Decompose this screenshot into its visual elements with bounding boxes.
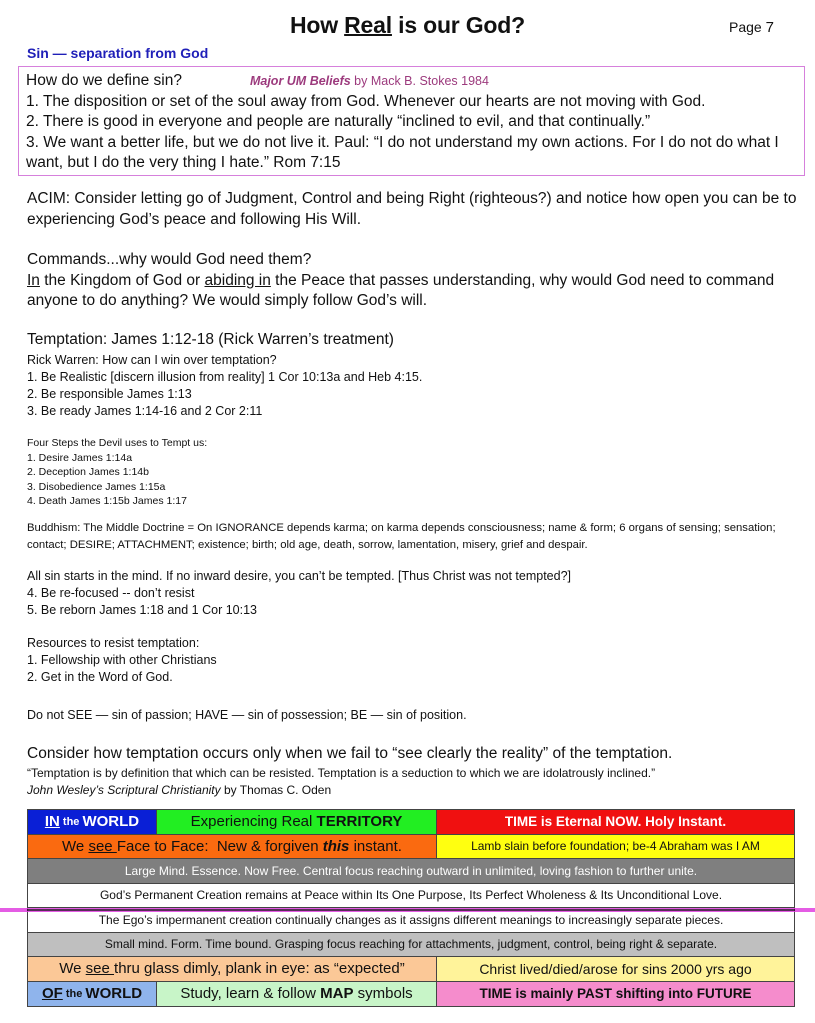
page-title <box>0 12 815 39</box>
cell-text: Study, learn & follow <box>180 985 321 1003</box>
page-label: Page <box>729 19 766 35</box>
lamb-slain-cell: Lamb slain before foundation; be-4 Abraham was I AM <box>437 835 794 859</box>
title-part: is our God? <box>391 12 525 38</box>
temptation-step: 3. Be ready James 1:14-16 and 2 Cor 2:11 <box>27 404 263 418</box>
commands-text: the Kingdom of God or <box>39 271 205 289</box>
the-label: the <box>59 815 83 828</box>
temptation-step: 1. Be Realistic [discern illusion from reality] 1 Cor 10:13a and Heb 4:15. <box>27 370 423 384</box>
table-row <box>28 982 794 1007</box>
resources-section <box>27 635 802 686</box>
commands-text: the Peace that passes understanding, why would God need to command anyone to do anything? We would simply follow God’s will. <box>27 271 775 309</box>
buddhism-paragraph: Buddhism: The Middle Doctrine = On IGNORANCE depends karma; on karma depends consciousness; name & form; 6 organs of sensing; sensation; contact; DESIRE; ATTACHMENT; existence; birth; old age, death, sorrow, lamentation, misery, grief and despair. <box>27 522 776 551</box>
of-label: OF <box>41 985 63 1003</box>
highlight-line <box>0 908 815 912</box>
mind-step: 4. Be re-focused -- don’t resist <box>27 586 195 600</box>
title-underlined-word: Real <box>344 12 392 38</box>
temptation-step: 2. Be responsible James 1:13 <box>27 387 192 401</box>
cell-text: instant. <box>349 837 402 855</box>
source-author: by Thomas C. Oden <box>220 783 332 797</box>
study-map-cell <box>157 982 437 1007</box>
mind-intro: All sin starts in the mind. If no inward desire, you can’t be tempted. [Thus Christ was not tempted?] <box>27 569 572 583</box>
ego-creation-cell: The Ego’s impermanent creation continually changes as it assigns different meanings to increasingly separate pieces. <box>28 908 794 932</box>
the-label: the <box>62 987 86 1000</box>
temptation-subheading: Rick Warren: How can I win over temptation? <box>27 353 277 367</box>
cell-text: We <box>59 960 86 978</box>
page-number <box>729 19 774 36</box>
definition-question: How do we define sin? <box>26 72 182 89</box>
face-to-face-cell <box>28 835 437 859</box>
mind-section <box>27 568 802 619</box>
temptation-heading: Temptation: James 1:12-18 (Rick Warren’s treatment) <box>27 331 394 348</box>
world-label: WORLD <box>85 985 143 1003</box>
resources-heading: Resources to resist temptation: <box>27 636 200 650</box>
source-title: John Wesley’s Scriptural Christianity <box>27 783 221 797</box>
cell-text: symbols <box>353 985 413 1003</box>
in-label: IN <box>44 813 60 831</box>
resource-item: 2. Get in the Word of God. <box>27 670 173 684</box>
time-past-cell: TIME is mainly PAST shifting into FUTURE <box>437 982 794 1007</box>
table-row <box>28 933 794 958</box>
map-label: MAP <box>320 985 354 1003</box>
devil-steps-heading: Four Steps the Devil uses to Tempt us: <box>27 437 208 449</box>
table-row <box>28 810 794 835</box>
glass-dimly-cell <box>28 957 437 981</box>
sin-definition-box <box>18 66 805 176</box>
devil-steps-list <box>27 436 802 509</box>
devil-step: 4. Death James 1:15b James 1:17 <box>27 495 187 507</box>
commands-question: Commands...why would God need them? <box>27 251 312 268</box>
devil-step: 2. Deception James 1:14b <box>27 466 149 478</box>
mind-step: 5. Be reborn James 1:18 and 1 Cor 10:13 <box>27 603 258 617</box>
citation-author: by Mack B. Stokes 1984 <box>350 74 489 88</box>
page-number-value: 7 <box>765 19 774 36</box>
this-emphasis: this <box>322 837 350 855</box>
citation <box>250 74 489 88</box>
in-the-world-cell <box>28 810 157 834</box>
resource-item: 1. Fellowship with other Christians <box>27 653 217 667</box>
devil-step: 1. Desire James 1:14a <box>27 451 133 464</box>
table-row <box>28 835 794 860</box>
table-row <box>28 884 794 909</box>
of-the-world-cell <box>28 982 157 1007</box>
definition-question-line <box>26 71 797 92</box>
section-heading: Sin — separation from God <box>27 45 209 61</box>
citation-title: Major UM Beliefs <box>249 74 351 88</box>
underlined-abiding-in: abiding in <box>204 271 271 289</box>
consider-line: Consider how temptation occurs only when we fail to “see clearly the reality” of the temptation. <box>27 745 673 762</box>
territory-label: TERRITORY <box>316 813 403 831</box>
quote-text: “Temptation is by definition that which can be resisted. Temptation is a seduction to which we are idolatrously inclined.” <box>27 766 656 780</box>
table-row <box>28 859 794 884</box>
temptation-list <box>27 352 802 420</box>
definition-item: 1. The disposition or set of the soul away from God. Whenever our hearts are not moving with God. <box>26 92 706 110</box>
commands-paragraph <box>27 250 802 312</box>
title-part: How <box>290 12 345 38</box>
definition-item: 3. We want a better life, but we do not live it. Paul: “I do not understand my own actions. For I do not do what I want, but I do the very thing I hate.” Rom 7:15 <box>26 133 779 171</box>
experiencing-territory-cell <box>157 810 437 834</box>
large-mind-cell: Large Mind. Essence. Now Free. Central focus reaching outward in unlimited, loving fashion to further unite. <box>28 859 794 883</box>
definition-item: 2. There is good in everyone and people are naturally “inclined to evil, and that continually.” <box>26 113 651 130</box>
cell-text: Face to Face: New & forgiven <box>116 837 323 855</box>
see-underlined: see <box>85 960 115 978</box>
acim-paragraph: ACIM: Consider letting go of Judgment, Control and being Right (righteous?) and notice how open you can be to experiencing God’s peace and following His Will. <box>27 190 797 228</box>
see-have-be-line: Do not SEE — sin of passion; HAVE — sin of possession; BE — sin of position. <box>27 708 467 722</box>
quote-source <box>27 782 802 799</box>
world-label: WORLD <box>82 813 140 831</box>
permanent-creation-cell: God’s Permanent Creation remains at Peace within Its One Purpose, Its Perfect Wholeness & Its Unconditional Love. <box>28 884 794 908</box>
wesley-quote <box>27 765 802 799</box>
see-underlined: see <box>88 837 117 855</box>
small-mind-cell: Small mind. Form. Time bound. Grasping focus reaching for attachments, judgment, control, being right & separate. <box>28 933 794 957</box>
cell-text: Experiencing Real <box>190 813 317 831</box>
time-eternal-now-cell: TIME is Eternal NOW. Holy Instant. <box>437 810 794 834</box>
cell-text: We <box>62 837 89 855</box>
underlined-in: In <box>27 271 40 289</box>
table-row <box>28 957 794 982</box>
christ-lived-cell: Christ lived/died/arose for sins 2000 yrs ago <box>437 957 794 981</box>
cell-text: thru glass dimly, plank in eye: as “expected” <box>114 960 405 978</box>
commands-body <box>27 271 802 312</box>
devil-step: 3. Disobedience James 1:15a <box>27 480 166 493</box>
